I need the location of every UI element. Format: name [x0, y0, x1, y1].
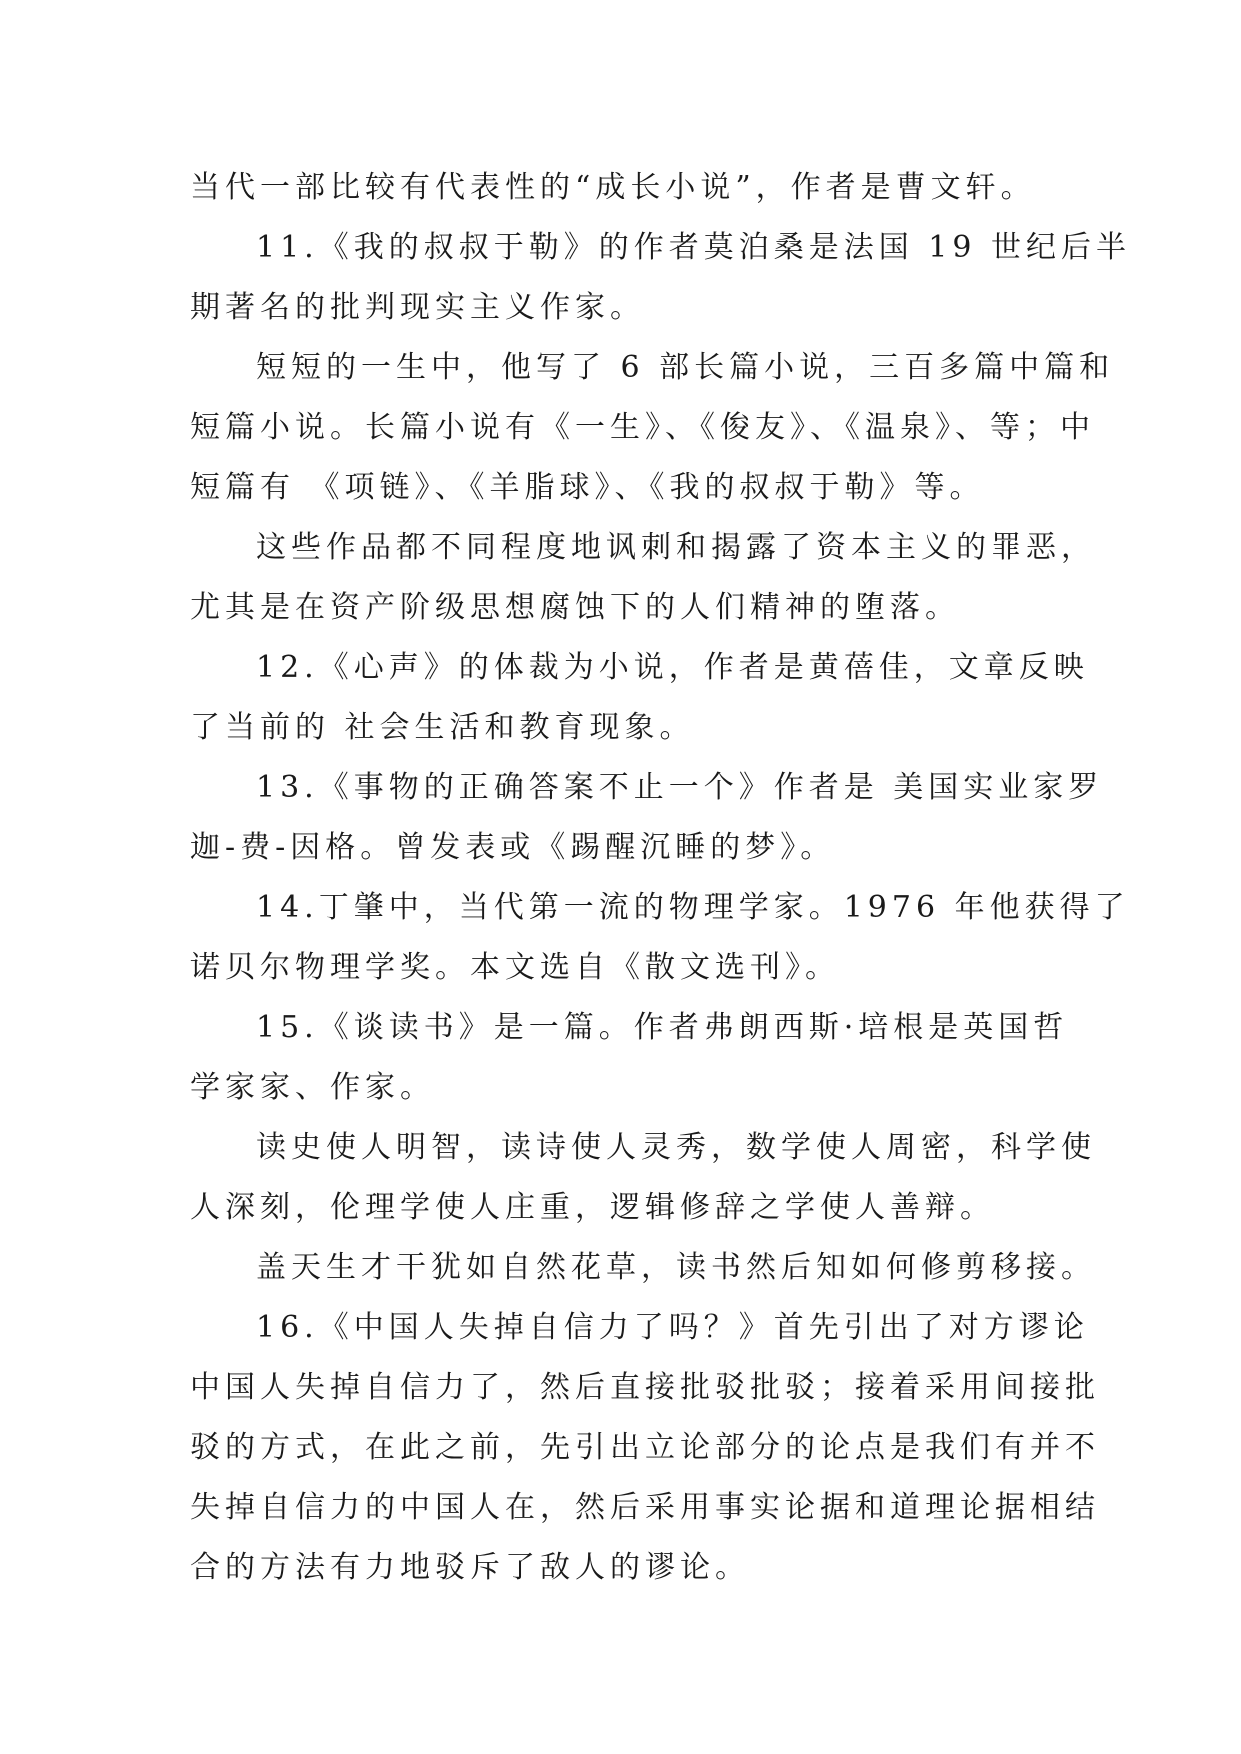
text-line: 盖天生才干犹如自然花草，读书然后知如何修剪移接。 [256, 1250, 1096, 1285]
text-line: 短篇有 《项链》、《羊脂球》、《我的叔叔于勒》等。 [190, 470, 985, 505]
text-line: 当代一部比较有代表性的“成长小说”，作者是曹文轩。 [190, 170, 1036, 205]
text-line: 这些作品都不同程度地讽刺和揭露了资本主义的罪恶， [256, 530, 1096, 565]
text-line: 15.《谈读书》是一篇。作者弗朗西斯·培根是英国哲 [256, 1010, 1069, 1045]
text-line: 读史使人明智，读诗使人灵秀，数学使人周密，科学使 [256, 1130, 1096, 1165]
text-line: 11.《我的叔叔于勒》的作者莫泊桑是法国 19 世纪后半 [256, 230, 1131, 265]
text-line: 人深刻，伦理学使人庄重，逻辑修辞之学使人善辩。 [190, 1190, 995, 1225]
text-line: 12.《心声》的体裁为小说，作者是黄蓓佳，文章反映 [256, 650, 1089, 685]
text-line: 14.丁肇中，当代第一流的物理学家。1976 年他获得了 [256, 890, 1130, 925]
body-text [190, 158, 1131, 1598]
text-line: 13.《事物的正确答案不止一个》作者是 美国实业家罗 [256, 770, 1104, 805]
text-line: 诺贝尔物理学奖。本文选自《散文选刊》。 [190, 950, 840, 985]
text-line: 短篇小说。长篇小说有《一生》、《俊友》、《温泉》、等；中 [190, 410, 1095, 445]
text-line: 尤其是在资产阶级思想腐蚀下的人们精神的堕落。 [190, 590, 960, 625]
text-line: 了当前的 社会生活和教育现象。 [190, 710, 695, 745]
text-line: 期著名的批判现实主义作家。 [190, 290, 645, 325]
text-line: 合的方法有力地驳斥了敌人的谬论。 [190, 1550, 750, 1585]
text-line: 短短的一生中，他写了 6 部长篇小说，三百多篇中篇和 [256, 350, 1115, 385]
text-line: 16.《中国人失掉自信力了吗？》首先引出了对方谬论 [256, 1310, 1089, 1345]
text-line: 中国人失掉自信力了，然后直接批驳批驳；接着采用间接批 [190, 1370, 1100, 1405]
text-line: 失掉自信力的中国人在，然后采用事实论据和道理论据相结 [190, 1490, 1100, 1525]
text-line: 驳的方式，在此之前，先引出立论部分的论点是我们有并不 [190, 1430, 1100, 1465]
text-line: 迦-费-因格。曾发表或《踢醒沉睡的梦》。 [190, 830, 836, 865]
text-line: 学家家、作家。 [190, 1070, 435, 1105]
